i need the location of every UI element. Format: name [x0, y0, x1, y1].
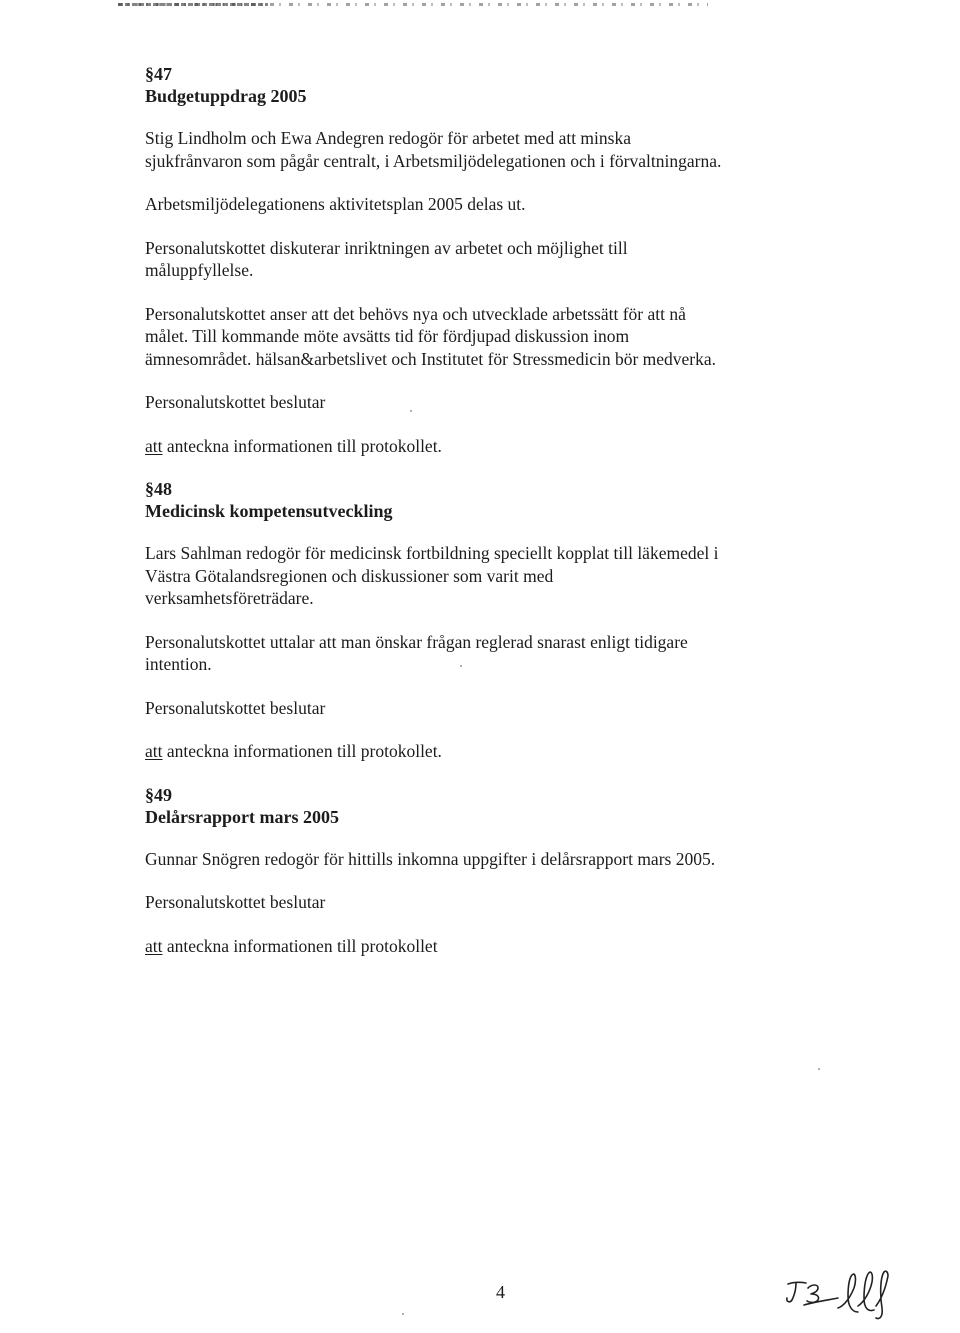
paragraph: Personalutskottet diskuterar inriktningen av arbetet och möjlighet till måluppfyllelse. — [145, 237, 628, 280]
paragraph: Personalutskottet beslutar — [145, 697, 326, 718]
paragraph: Personalutskottet beslutar — [145, 892, 326, 912]
decision-text: anteckna informationen till protokollet. — [162, 741, 442, 761]
page-number: 4 — [496, 1282, 505, 1302]
scan-edge-artifact — [0, 0, 960, 14]
decision — [145, 740, 725, 763]
section-title: Budgetuppdrag 2005 — [145, 86, 307, 106]
scan-speck — [818, 1068, 820, 1070]
paragraph: Gunnar Snögren redogör för hittills inkomna uppgifter i delårsrapport mars 2005. — [145, 848, 716, 869]
signature-initials — [784, 1262, 914, 1322]
decision-keyword: att — [145, 741, 163, 761]
document-body — [145, 63, 725, 978]
section-49 — [145, 784, 725, 958]
decision — [145, 935, 725, 958]
decision-text: anteckna informationen till protokollet — [162, 935, 438, 956]
paragraph: Lars Sahlman redogör för medicinsk fortbildning speciellt kopplat till läkemedel i Västra Götalandsregionen och diskussioner som varit med verksamhetsföreträdare. — [145, 543, 719, 608]
scan-speck — [402, 1313, 404, 1315]
scan-speck — [410, 410, 412, 412]
section-title: Delårsrapport mars 2005 — [145, 806, 339, 827]
scan-noise — [118, 3, 268, 6]
section-number: §47 — [145, 64, 172, 84]
paragraph: Stig Lindholm och Ewa Andegren redogör för arbetet med att minska sjukfrånvaron som pågår centralt, i Arbetsmiljödelegationen och i förvaltningarna. — [145, 128, 722, 171]
section-number: §48 — [145, 479, 172, 499]
section-title: Medicinsk kompetensutveckling — [145, 501, 393, 521]
decision — [145, 435, 725, 458]
decision-keyword: att — [145, 935, 163, 956]
paragraph: Personalutskottet beslutar — [145, 392, 326, 412]
paragraph: Arbetsmiljödelegationens aktivitetsplan 2005 delas ut. — [145, 194, 526, 214]
paragraph: Personalutskottet anser att det behövs nya och utvecklade arbetssätt för att nå målet. Till kommande möte avsätts tid för fördjupad diskussion inom ämnesområdet. hälsan&arbetslivet och Institutet för Stressmedicin bör medverka. — [145, 303, 717, 369]
scan-speck — [460, 665, 462, 667]
section-number: §49 — [145, 784, 172, 805]
decision-keyword: att — [145, 435, 163, 456]
section-47 — [145, 63, 725, 457]
decision-text: anteckna informationen till protokollet. — [162, 435, 442, 456]
paragraph: Personalutskottet uttalar att man önskar frågan reglerad snarast enligt tidigare intention. — [145, 631, 688, 674]
section-48 — [145, 478, 725, 763]
